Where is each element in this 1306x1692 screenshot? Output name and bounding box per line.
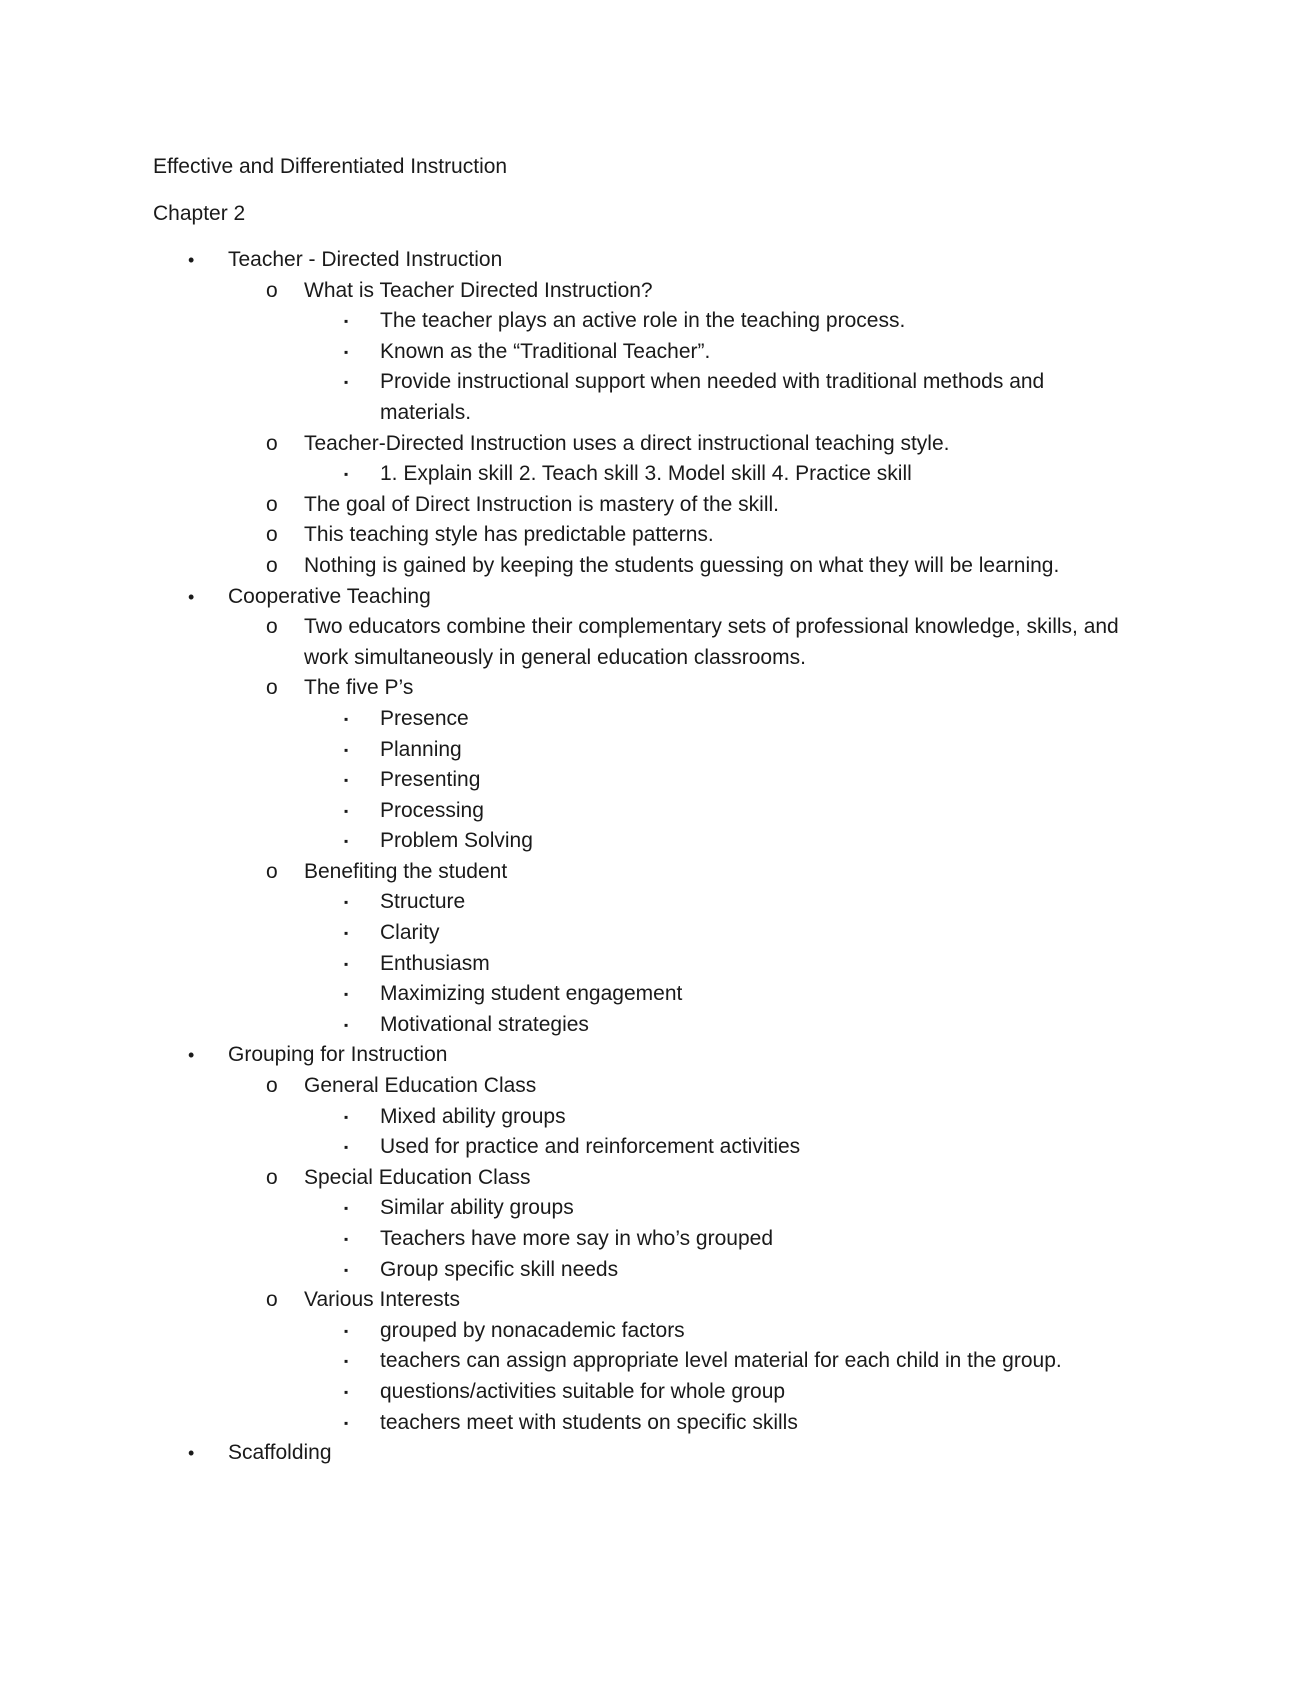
detail-bullet-icon: ▪ bbox=[344, 1262, 349, 1277]
point-bullet-icon: o bbox=[266, 1165, 278, 1189]
detail-bullet-icon: ▪ bbox=[344, 1109, 349, 1124]
detail-row bbox=[0, 1377, 1080, 1408]
detail-text: Mixed ability groups bbox=[380, 1104, 566, 1128]
detail-list bbox=[0, 459, 1306, 490]
detail-text: Provide instructional support when needed with traditional methods and materials. bbox=[380, 370, 1045, 424]
detail-row bbox=[0, 1346, 1080, 1377]
detail-item bbox=[0, 1224, 1306, 1255]
detail-item bbox=[0, 459, 1306, 490]
section-heading-text: Teacher - Directed Instruction bbox=[228, 248, 503, 271]
point-row bbox=[0, 1285, 1164, 1316]
point-row bbox=[0, 520, 1164, 551]
detail-list bbox=[0, 887, 1306, 1040]
detail-row bbox=[0, 1255, 1080, 1286]
point-row bbox=[0, 612, 1164, 673]
detail-bullet-icon: ▪ bbox=[344, 1232, 349, 1246]
section-heading-text: Scaffolding bbox=[228, 1441, 332, 1465]
detail-list bbox=[0, 1102, 1306, 1163]
detail-item bbox=[0, 704, 1306, 735]
detail-row bbox=[0, 1193, 1080, 1224]
detail-text: Enthusiasm bbox=[380, 951, 490, 975]
detail-row bbox=[0, 1224, 1080, 1255]
detail-item bbox=[0, 367, 1306, 428]
detail-row bbox=[0, 1102, 1080, 1133]
point-bullet-icon: o bbox=[266, 523, 278, 547]
point-text: General Education Class bbox=[304, 1074, 537, 1098]
detail-bullet-icon: ▪ bbox=[344, 803, 349, 818]
point-item bbox=[0, 490, 1306, 521]
detail-list bbox=[0, 1316, 1306, 1438]
detail-bullet-icon: ▪ bbox=[344, 987, 349, 1002]
point-row bbox=[0, 1163, 1164, 1194]
detail-bullet-icon: ▪ bbox=[344, 1323, 349, 1338]
detail-item bbox=[0, 1255, 1306, 1286]
detail-text: Clarity bbox=[380, 921, 440, 945]
detail-row bbox=[0, 1316, 1080, 1347]
section-heading-row bbox=[0, 245, 1306, 276]
detail-item bbox=[0, 796, 1306, 827]
chapter-heading: Chapter 2 bbox=[153, 202, 246, 225]
detail-bullet-icon: ▪ bbox=[344, 1384, 349, 1399]
point-row bbox=[0, 673, 1164, 704]
detail-text: Motivational strategies bbox=[380, 1012, 589, 1036]
document-title: Effective and Differentiated Instruction bbox=[153, 155, 508, 178]
detail-bullet-icon: ▪ bbox=[344, 467, 349, 482]
section-point-list bbox=[0, 1071, 1306, 1438]
detail-row bbox=[0, 306, 1080, 337]
detail-item bbox=[0, 1346, 1306, 1377]
detail-text: Planning bbox=[380, 737, 462, 761]
section-heading-text: Cooperative Teaching bbox=[228, 584, 431, 608]
detail-bullet-icon: ▪ bbox=[344, 773, 349, 788]
detail-bullet-icon: ▪ bbox=[344, 1354, 349, 1369]
detail-item bbox=[0, 1316, 1306, 1347]
detail-bullet-icon: ▪ bbox=[344, 895, 349, 910]
detail-row bbox=[0, 1132, 1080, 1163]
point-bullet-icon: o bbox=[266, 1074, 278, 1098]
detail-bullet-icon: ▪ bbox=[344, 375, 349, 390]
detail-item bbox=[0, 887, 1306, 918]
point-row bbox=[0, 490, 1164, 521]
detail-row bbox=[0, 949, 1080, 980]
detail-item bbox=[0, 826, 1306, 857]
section-heading-row bbox=[0, 1438, 1306, 1469]
detail-bullet-icon: ▪ bbox=[344, 1415, 349, 1430]
detail-item bbox=[0, 979, 1306, 1010]
point-bullet-icon: o bbox=[266, 859, 278, 883]
detail-row bbox=[0, 704, 1080, 735]
point-text: The five P’s bbox=[304, 676, 414, 700]
detail-row bbox=[0, 887, 1080, 918]
section-point-list bbox=[0, 276, 1306, 582]
section-item bbox=[0, 1438, 1306, 1469]
detail-item bbox=[0, 765, 1306, 796]
detail-row bbox=[0, 1010, 1080, 1041]
detail-item bbox=[0, 337, 1306, 368]
detail-bullet-icon: ▪ bbox=[344, 926, 349, 941]
point-item bbox=[0, 1071, 1306, 1163]
point-text: Benefiting the student bbox=[304, 859, 508, 883]
point-row bbox=[0, 551, 1164, 582]
section-heading-bullet-icon: • bbox=[188, 586, 195, 607]
section-item bbox=[0, 245, 1306, 582]
section-point-list bbox=[0, 612, 1306, 1040]
detail-row bbox=[0, 826, 1080, 857]
detail-text: The teacher plays an active role in the teaching process. bbox=[380, 309, 906, 333]
point-item bbox=[0, 612, 1306, 673]
section-heading-row bbox=[0, 1040, 1306, 1071]
detail-text: Used for practice and reinforcement activities bbox=[380, 1135, 801, 1159]
detail-item bbox=[0, 306, 1306, 337]
point-row bbox=[0, 276, 1164, 307]
detail-bullet-icon: ▪ bbox=[344, 1201, 349, 1216]
detail-item bbox=[0, 1377, 1306, 1408]
detail-list bbox=[0, 306, 1306, 428]
detail-row bbox=[0, 918, 1080, 949]
point-item bbox=[0, 857, 1306, 1041]
point-bullet-icon: o bbox=[266, 676, 278, 700]
detail-bullet-icon: ▪ bbox=[344, 834, 349, 849]
detail-row bbox=[0, 735, 1080, 766]
detail-text: Teachers have more say in who’s grouped bbox=[380, 1227, 774, 1250]
detail-list bbox=[0, 1193, 1306, 1285]
point-text: This teaching style has predictable patterns. bbox=[304, 523, 714, 547]
section-heading-row bbox=[0, 582, 1306, 613]
point-bullet-icon: o bbox=[266, 1288, 278, 1312]
point-text: What is Teacher Directed Instruction? bbox=[304, 278, 653, 302]
point-bullet-icon: o bbox=[266, 492, 278, 516]
detail-list bbox=[0, 704, 1306, 857]
detail-text: Maximizing student engagement bbox=[380, 982, 683, 1006]
detail-row bbox=[0, 459, 1080, 490]
outline-list bbox=[0, 245, 1306, 1469]
detail-text: 1. Explain skill 2. Teach skill 3. Model skill 4. Practice skill bbox=[380, 462, 912, 486]
detail-bullet-icon: ▪ bbox=[344, 344, 349, 359]
detail-text: Known as the “Traditional Teacher”. bbox=[380, 339, 711, 363]
point-text: Various Interests bbox=[304, 1288, 461, 1312]
detail-row bbox=[0, 796, 1080, 827]
section-heading-bullet-icon: • bbox=[188, 1045, 195, 1066]
point-text: The goal of Direct Instruction is mastery of the skill. bbox=[304, 492, 780, 516]
detail-row bbox=[0, 765, 1080, 796]
detail-row bbox=[0, 337, 1080, 368]
point-bullet-icon: o bbox=[266, 553, 278, 577]
point-item bbox=[0, 276, 1306, 429]
detail-item bbox=[0, 949, 1306, 980]
detail-item bbox=[0, 1132, 1306, 1163]
point-text: Special Education Class bbox=[304, 1165, 531, 1189]
point-item bbox=[0, 1285, 1306, 1438]
detail-text: Similar ability groups bbox=[380, 1196, 574, 1220]
section-heading-bullet-icon: • bbox=[188, 1443, 195, 1464]
detail-text: Presence bbox=[380, 706, 469, 730]
detail-item bbox=[0, 918, 1306, 949]
detail-text: grouped by nonacademic factors bbox=[380, 1318, 685, 1342]
detail-item bbox=[0, 1010, 1306, 1041]
point-text: Two educators combine their complementary sets of professional knowledge, skills, and work simultaneously in general education classrooms. bbox=[304, 615, 1119, 669]
detail-text: Group specific skill needs bbox=[380, 1257, 619, 1281]
point-row bbox=[0, 857, 1164, 888]
detail-item bbox=[0, 1193, 1306, 1224]
point-item bbox=[0, 520, 1306, 551]
detail-text: questions/activities suitable for whole group bbox=[380, 1379, 786, 1403]
detail-bullet-icon: ▪ bbox=[344, 742, 349, 757]
detail-row bbox=[0, 979, 1080, 1010]
detail-bullet-icon: ▪ bbox=[344, 956, 349, 971]
detail-text: Processing bbox=[380, 798, 484, 822]
detail-item bbox=[0, 1408, 1306, 1439]
detail-text: Structure bbox=[380, 890, 466, 914]
section-heading-bullet-icon: • bbox=[188, 250, 195, 270]
section-heading-text: Grouping for Instruction bbox=[228, 1043, 448, 1067]
detail-bullet-icon: ▪ bbox=[344, 1140, 349, 1155]
detail-text: teachers can assign appropriate level material for each child in the group. bbox=[380, 1349, 1062, 1373]
detail-row bbox=[0, 1408, 1080, 1439]
detail-item bbox=[0, 1102, 1306, 1133]
detail-row bbox=[0, 367, 1080, 428]
point-bullet-icon: o bbox=[266, 431, 278, 455]
detail-text: Presenting bbox=[380, 768, 481, 792]
point-row bbox=[0, 1071, 1164, 1102]
section-item bbox=[0, 1040, 1306, 1438]
detail-item bbox=[0, 735, 1306, 766]
detail-text: teachers meet with students on specific skills bbox=[380, 1410, 798, 1434]
point-item bbox=[0, 673, 1306, 857]
detail-bullet-icon: ▪ bbox=[344, 1017, 349, 1032]
detail-bullet-icon: ▪ bbox=[344, 711, 349, 726]
point-row bbox=[0, 429, 1164, 460]
point-bullet-icon: o bbox=[266, 615, 278, 639]
point-item bbox=[0, 551, 1306, 582]
point-bullet-icon: o bbox=[266, 278, 278, 302]
point-item bbox=[0, 429, 1306, 490]
section-item bbox=[0, 582, 1306, 1041]
point-text: Nothing is gained by keeping the students guessing on what they will be learning. bbox=[304, 553, 1060, 577]
detail-bullet-icon: ▪ bbox=[344, 314, 349, 329]
point-item bbox=[0, 1163, 1306, 1285]
detail-text: Problem Solving bbox=[380, 829, 533, 853]
point-text: Teacher-Directed Instruction uses a direct instructional teaching style. bbox=[304, 431, 950, 455]
